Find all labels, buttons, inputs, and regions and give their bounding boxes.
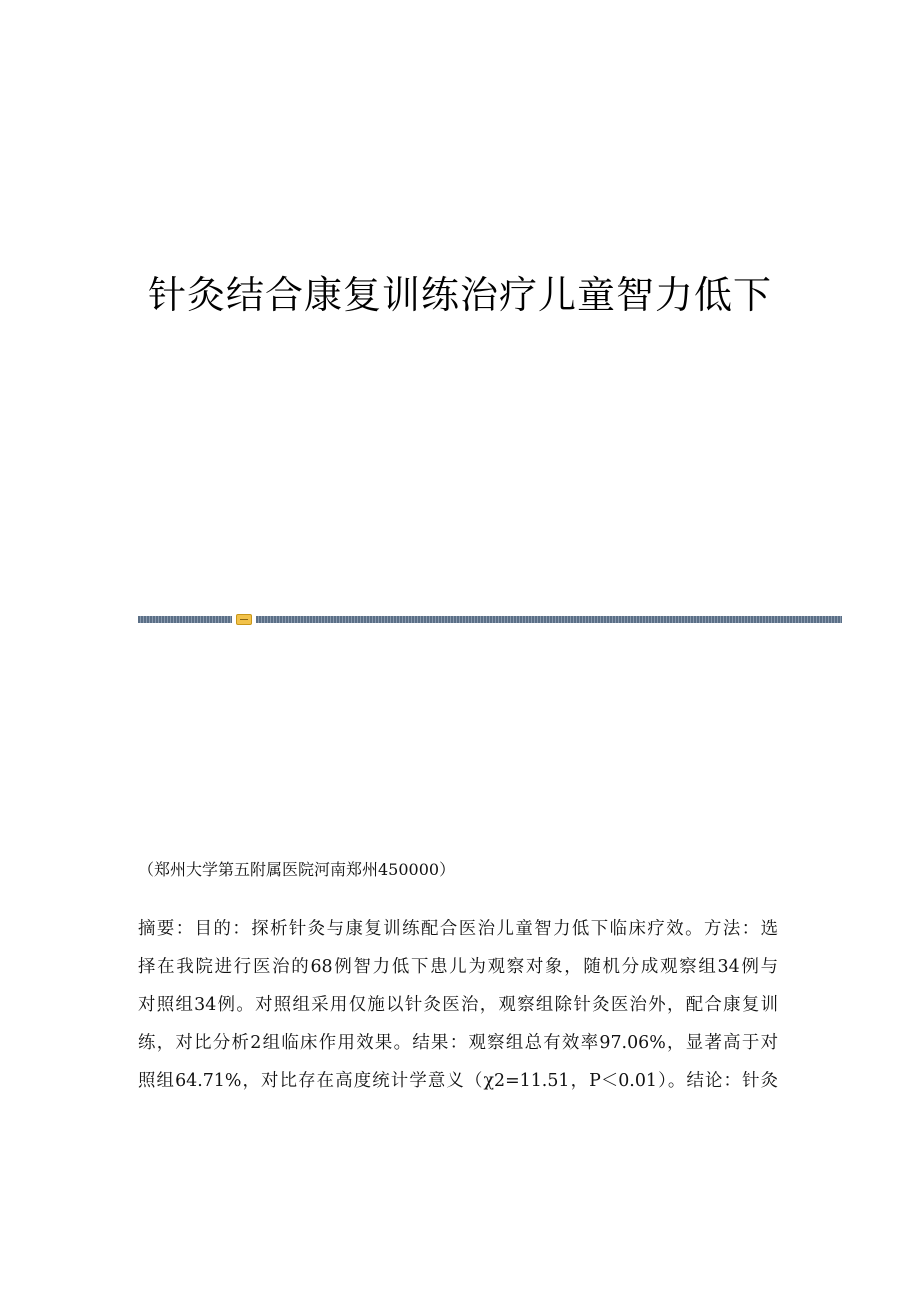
divider-ornament-icon [236,614,252,625]
author-affiliation: （郑州大学第五附属医院河南郑州450000） [138,860,456,879]
section-divider [138,614,842,625]
abstract-line: 照组64.71%，对比存在高度统计学意义（χ2=11.51，P＜0.01）。结论：针灸 [138,1071,778,1091]
document-title: 针灸结合康复训练治疗儿童智力低下 [147,273,772,317]
abstract-line: 择在我院进行医治的68例智力低下患儿为观察对象，随机分成观察组34例与 [138,957,778,977]
divider-bar-right [256,616,842,623]
abstract-paragraph [138,910,778,1100]
abstract-line: 练，对比分析2组临床作用效果。结果：观察组总有效率97.06%，显著高于对 [138,1033,778,1053]
abstract-line: 对照组34例。对照组采用仅施以针灸医治，观察组除针灸医治外，配合康复训 [138,995,778,1015]
divider-bar-left [138,616,232,623]
abstract-line: 摘要：目的：探析针灸与康复训练配合医治儿童智力低下临床疗效。方法：选 [138,919,778,939]
